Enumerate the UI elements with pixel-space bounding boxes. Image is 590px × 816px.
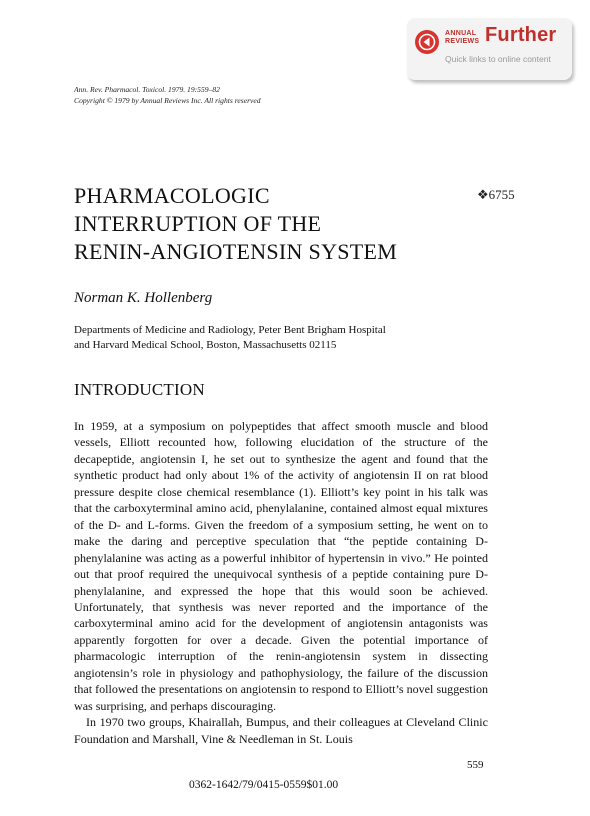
author-affiliation: Departments of Medicine and Radiology, Peter Bent Brigham Hospital and Harvard Medical School, Boston, Massachusetts 02115: [74, 324, 386, 351]
author-name: Norman K. Hollenberg: [74, 290, 213, 306]
section-heading: INTRODUCTION: [74, 380, 205, 399]
play-icon: [415, 30, 439, 54]
citation-line: Ann. Rev. Pharmacol. Toxicol. 1979. 19:559–82: [74, 85, 220, 94]
article-body: [74, 418, 488, 747]
article-code: ❖6755: [477, 187, 515, 202]
title-line: PHARMACOLOGIC: [74, 183, 270, 208]
annual-reviews-further-badge[interactable]: [407, 18, 572, 80]
paragraph: In 1970 two groups, Khairallah, Bumpus, and their colleagues at Cleveland Clinic Foundation and Marshall, Vine & Needleman in St. Louis: [74, 715, 488, 746]
further-subtitle: Quick links to online content: [445, 54, 551, 64]
annual-reviews-logo-text: ANNUAL REVIEWS: [445, 30, 480, 45]
title-line: RENIN-ANGIOTENSIN SYSTEM: [74, 239, 398, 264]
copyright-line: Copyright © 1979 by Annual Reviews Inc. All rights reserved: [74, 96, 261, 105]
journal-citation: [74, 84, 261, 106]
further-label: Further: [485, 24, 557, 46]
article-title: [74, 182, 397, 266]
footer-code: 0362-1642/79/0415-0559$01.00: [189, 779, 339, 791]
title-line: INTERRUPTION OF THE: [74, 211, 322, 236]
page-number: 559: [467, 759, 484, 771]
paragraph: In 1959, at a symposium on polypeptides that affect smooth muscle and blood vessels, Elliott recounted how, following elucidation of the structure of the decapeptide, angiotensin I, he set out to synthesize the agent and found that the synthetic product had only about 1% of the activity of angiotensin II on rat blood pressure despite close chemical resemblance (1). Elliott’s key point in his talk was that the carboxyterminal amino acid, phenylalanine, contained almost equal mixtures of the D- and L-forms. Given the freedom of a symposium setting, he went on to make the daring and perceptive speculation that “the peptide containing D-phenylalanine was acting as a powerful inhibitor of hypertensin in vivo.” He pointed out that proof required the unequivocal synthesis of a peptide containing pure D-phenylalanine, and expressed the hope that this would soon be achieved. Unfortunately, that synthesis was never reported and the importance of the carboxyterminal amino acid for the development of angiotensin antagonists was apparently forgotten for over a decade. Given the potential importance of pharmacologic interruption of the renin-angiotensin system in dissecting angiotensin’s role in physiology and pathophysiology, the failure of the discussion that followed the presentations on angiotensin to respond to Elliott’s novel suggestion was surprising, and perhaps discouraging.: [74, 419, 488, 713]
